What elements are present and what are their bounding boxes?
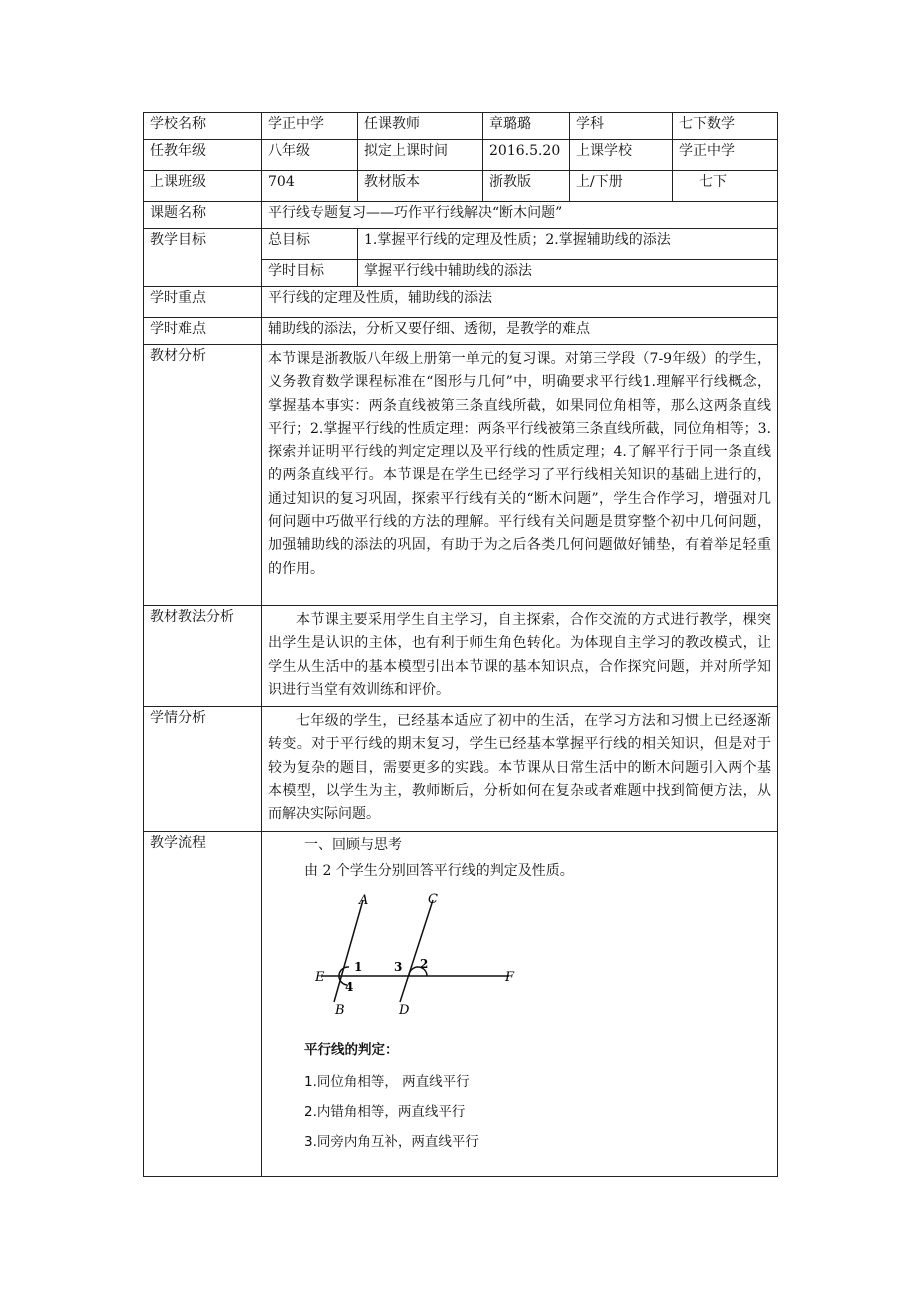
date-value: 2016.5.20 (483, 140, 570, 171)
label-e: E (315, 970, 325, 985)
lesson-plan-table (143, 112, 778, 1177)
angle-label-1: 1 (354, 960, 363, 974)
judge-item-3: 3.同旁内角互补，两直线平行 (304, 1134, 479, 1150)
table-row (144, 113, 778, 140)
judge-item-1: 1.同位角相等， 两直线平行 (304, 1074, 470, 1090)
hour-goal-value: 掌握平行线中辅助线的添法 (358, 260, 778, 287)
label-b: B (335, 1003, 345, 1018)
teacher-label: 任课教师 (358, 113, 483, 140)
volume-label: 上/下册 (570, 171, 673, 202)
table-row (144, 832, 778, 1177)
flow-intro: 由 2 个学生分别回答平行线的判定及性质。 (304, 863, 574, 879)
table-row (144, 606, 778, 707)
students-value: 七年级的学生，已经基本适应了初中的生活，在学习方法和习惯上已经逐渐转变。对于平行线的期末复习，学生已经基本掌握平行线的相关知识，但是对于较为复杂的题目，需要更多的实践。本节课从日常生活中的断木问题引入两个基本模型，以学生为主，教师断后，分析如何在复杂或者难题中找到简便方法，从而解决实际问题。 (262, 707, 778, 832)
school-label: 学校名称 (144, 113, 262, 140)
table-row (144, 202, 778, 229)
angle-label-3: 3 (394, 960, 403, 974)
flow-section-title: 一、回顾与思考 (304, 837, 402, 853)
table-row (144, 229, 778, 260)
angle-label-2: 2 (420, 957, 429, 971)
subject-label: 学科 (570, 113, 673, 140)
topic-value: 平行线专题复习——巧作平行线解决“断木问题” (262, 202, 778, 229)
grade-label: 任教年级 (144, 140, 262, 171)
label-a: A (359, 893, 369, 908)
class-value: 704 (262, 171, 358, 202)
key-value: 平行线的定理及性质，辅助线的添法 (262, 287, 778, 318)
venue-value: 学正中学 (673, 140, 778, 171)
label-f: F (505, 970, 515, 985)
method-label: 教材教法分析 (144, 606, 262, 707)
label-c: C (428, 892, 438, 907)
hour-goal-label: 学时目标 (262, 260, 358, 287)
total-goal-label: 总目标 (262, 229, 358, 260)
judge-item-2: 2.内错角相等，两直线平行 (304, 1104, 466, 1120)
table-row (144, 707, 778, 832)
table-row (144, 345, 778, 606)
topic-label: 课题名称 (144, 202, 262, 229)
method-value: 本节课主要采用学生自主学习，自主探索，合作交流的方式进行教学，棵突出学生是认识的主体，也有利于师生角色转化。为体现自主学习的教改模式，让学生从生活中的基本模型引出本节课的基本知识点，合作探究问题，并对所学知识进行当堂有效训练和评价。 (262, 606, 778, 707)
teacher-value: 章璐璐 (483, 113, 570, 140)
judge-title: 平行线的判定： (304, 1042, 399, 1058)
label-d: D (399, 1003, 410, 1018)
difficulty-value: 辅助线的添法，分析又要仔细、透彻，是教学的难点 (262, 318, 778, 345)
material-value: 本节课是浙教版八年级上册第一单元的复习课。对第三学段（7-9年级）的学生，义务教育数学课程标准在“图形与几何”中，明确要求平行线1.理解平行线概念，掌握基本事实：两条直线被第三条直线所截，如果同位角相等，那么这两条直线平行；2.掌握平行线的性质定理：两条平行线被第三条直线所截，同位角相等；3.探索并证明平行线的判定定理以及平行线的性质定理；4.了解平行于同一条直线的两条直线平行。本节课是在学生已经学习了平行线相关知识的基础上进行的，通过知识的复习巩固，探索平行线有关的“断木问题”，学生合作学习，增强对几何问题中巧做平行线的方法的理解。平行线有关问题是贯穿整个初中几何问题，加强辅助线的添法的巩固，有助于为之后各类几何问题做好铺垫，有着举足轻重的作用。 (262, 345, 778, 606)
subject-value: 七下数学 (673, 113, 778, 140)
parallel-lines-figure (297, 890, 537, 1020)
goal-label: 教学目标 (144, 229, 262, 287)
key-label: 学时重点 (144, 287, 262, 318)
table-row (144, 287, 778, 318)
table-row (144, 171, 778, 202)
line-cd (400, 900, 433, 1002)
angle-label-4: 4 (345, 980, 354, 994)
difficulty-label: 学时难点 (144, 318, 262, 345)
table-row (144, 318, 778, 345)
school-value: 学正中学 (262, 113, 358, 140)
edition-label: 教材版本 (358, 171, 483, 202)
students-label: 学情分析 (144, 707, 262, 832)
edition-value: 浙教版 (483, 171, 570, 202)
date-label: 拟定上课时间 (358, 140, 483, 171)
flow-label: 教学流程 (144, 832, 262, 1177)
venue-label: 上课学校 (570, 140, 673, 171)
material-label: 教材分析 (144, 345, 262, 606)
flow-content (262, 832, 778, 1177)
class-label: 上课班级 (144, 171, 262, 202)
table-row (144, 140, 778, 171)
lesson-plan-sheet (143, 112, 777, 1177)
total-goal-value: 1.掌握平行线的定理及性质；2.掌握辅助线的添法 (358, 229, 778, 260)
volume-value: 七下 (673, 171, 778, 202)
grade-value: 八年级 (262, 140, 358, 171)
